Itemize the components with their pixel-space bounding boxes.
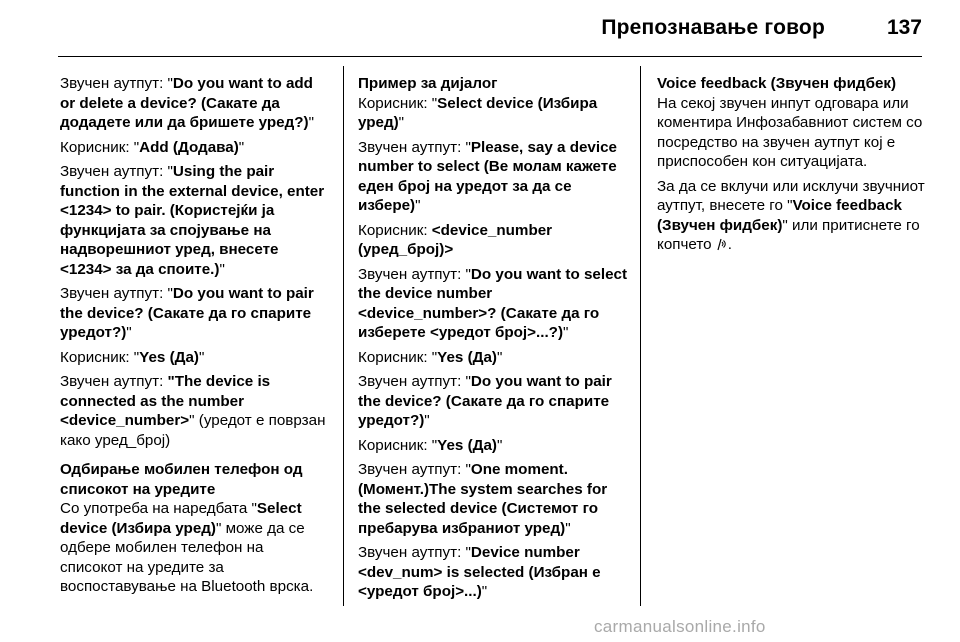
text: За да се вклучи или исклучи звучниот аутпут, внесете го " <box>657 177 925 214</box>
paragraph <box>60 499 330 597</box>
text: Звучен аутпут: " <box>358 265 471 283</box>
bold-text: Voice feedback (Звучен фидбек) <box>657 197 902 234</box>
column-1 <box>60 74 330 602</box>
text: Звучен аутпут: " <box>358 544 471 561</box>
text: " <box>198 348 205 366</box>
paragraph <box>60 74 330 133</box>
text: " <box>219 260 225 278</box>
text: Корисник: " <box>60 138 140 156</box>
text: " <box>565 519 571 537</box>
text: " <box>424 412 430 429</box>
bold-text: Yes (Да) <box>437 436 497 454</box>
text: " или притиснете го копчето <box>657 216 920 253</box>
text: " <box>415 197 421 214</box>
section-heading: Пример за дијалог <box>358 75 498 92</box>
column-divider-2 <box>640 66 641 606</box>
text: " <box>238 138 245 156</box>
header-rule <box>58 56 922 57</box>
paragraph: За да се вклучи или исклучи звучниот аутпут, внесете го "Voice feedback (Звучен фидбек)" или притиснете го копчето . <box>657 177 927 257</box>
text: " (уредот е поврзан како уред_број) <box>60 412 326 449</box>
bold-text: Do you want to select the device number <device_number>? (Сакате да го изберете <уредот број>...?) <box>358 265 628 341</box>
bold-text: Using the pair function in the external device, enter <1234> to pair. (Користејќи ја функцијата за спојување на надворешниот уред, внесете <1234> за да споите.) <box>60 163 325 278</box>
paragraph <box>358 94 630 133</box>
paragraph <box>358 543 630 602</box>
section-heading: Voice feedback (Звучен фидбек) <box>657 75 897 92</box>
text: " <box>496 348 503 366</box>
bold-text: "The device is connected as the number <device_number> <box>60 373 271 429</box>
section-heading: Одбирање мобилен телефон од списокот на уредите <box>60 461 303 498</box>
text: " <box>481 583 488 600</box>
text: Звучен аутпут: " <box>60 285 173 302</box>
paragraph <box>358 138 630 216</box>
watermark: carmanualsonline.info <box>594 617 766 636</box>
paragraph <box>60 372 330 450</box>
text: Звучен аутпут: " <box>60 163 173 180</box>
column-3 <box>657 74 927 262</box>
paragraph <box>358 348 630 368</box>
bold-text: Do you want to add or delete a device? (Сакате да додадете или да бришете уред?) <box>60 75 313 131</box>
text: " <box>563 324 569 341</box>
text: " <box>496 436 503 454</box>
voice-button-icon <box>716 237 728 257</box>
text: Звучен аутпут: " <box>358 138 471 156</box>
paragraph <box>358 265 630 343</box>
paragraph <box>60 162 330 279</box>
text: Корисник: " <box>60 348 140 366</box>
bold-text: Device number <dev_num> is selected (Избран е <уредот број>...) <box>358 544 601 600</box>
paragraph <box>358 460 630 538</box>
text: Корисник: " <box>358 436 438 454</box>
text: " <box>398 114 405 131</box>
bold-text: Do you want to pair the device? (Сакате да го спарите уредот?) <box>358 373 612 429</box>
bold-text: Do you want to pair the device? (Сакате да го спарите уредот?) <box>60 285 314 341</box>
column-2 <box>358 74 630 607</box>
text: Корисник: " <box>358 348 438 366</box>
text: Звучен аутпут: " <box>358 373 471 390</box>
text: Звучен аутпут: <box>60 373 168 390</box>
paragraph: На секој звучен инпут одговара или коментира Инфозабавниот систем со посредство на звучен аутпут кој е приспособен кон ситуацијата. <box>657 94 923 170</box>
paragraph <box>60 138 330 158</box>
header-title: Препознавање говор <box>601 16 825 39</box>
text: Корисник: " <box>358 94 438 112</box>
paragraph <box>60 348 330 368</box>
text: Со употреба на наредбата " <box>60 500 257 517</box>
bold-text: Select device (Избира уред) <box>358 94 598 131</box>
text: Звучен аутпут: " <box>358 461 471 478</box>
column-divider-1 <box>343 66 344 606</box>
bold-text: <device_number (уред_број)> <box>358 221 553 258</box>
bold-text: Add (Додава) <box>139 138 239 156</box>
bold-text: Please, say a device number to select (Ве молам кажете еден број на уредот за да се избере) <box>358 138 617 214</box>
bold-text: Select device (Избира уред) <box>60 500 302 537</box>
paragraph <box>358 436 630 456</box>
paragraph <box>358 372 630 431</box>
bold-text: One moment. (Момент.)The system searches for the selected device (Системот го пребарува избраниот уред) <box>358 461 608 537</box>
paragraph <box>358 221 630 260</box>
text: Звучен аутпут: " <box>60 75 173 92</box>
bold-text: Yes (Да) <box>437 348 497 366</box>
text: Корисник: <box>358 221 432 239</box>
page-number: 137 <box>886 16 922 39</box>
text: " може да се одбере мобилен телефон на списокот на уредите за воспоставување на Bluetooth врска. <box>60 519 314 595</box>
text: " <box>126 324 132 341</box>
paragraph <box>60 284 330 343</box>
bold-text: Yes (Да) <box>139 348 199 366</box>
text: " <box>308 114 314 131</box>
